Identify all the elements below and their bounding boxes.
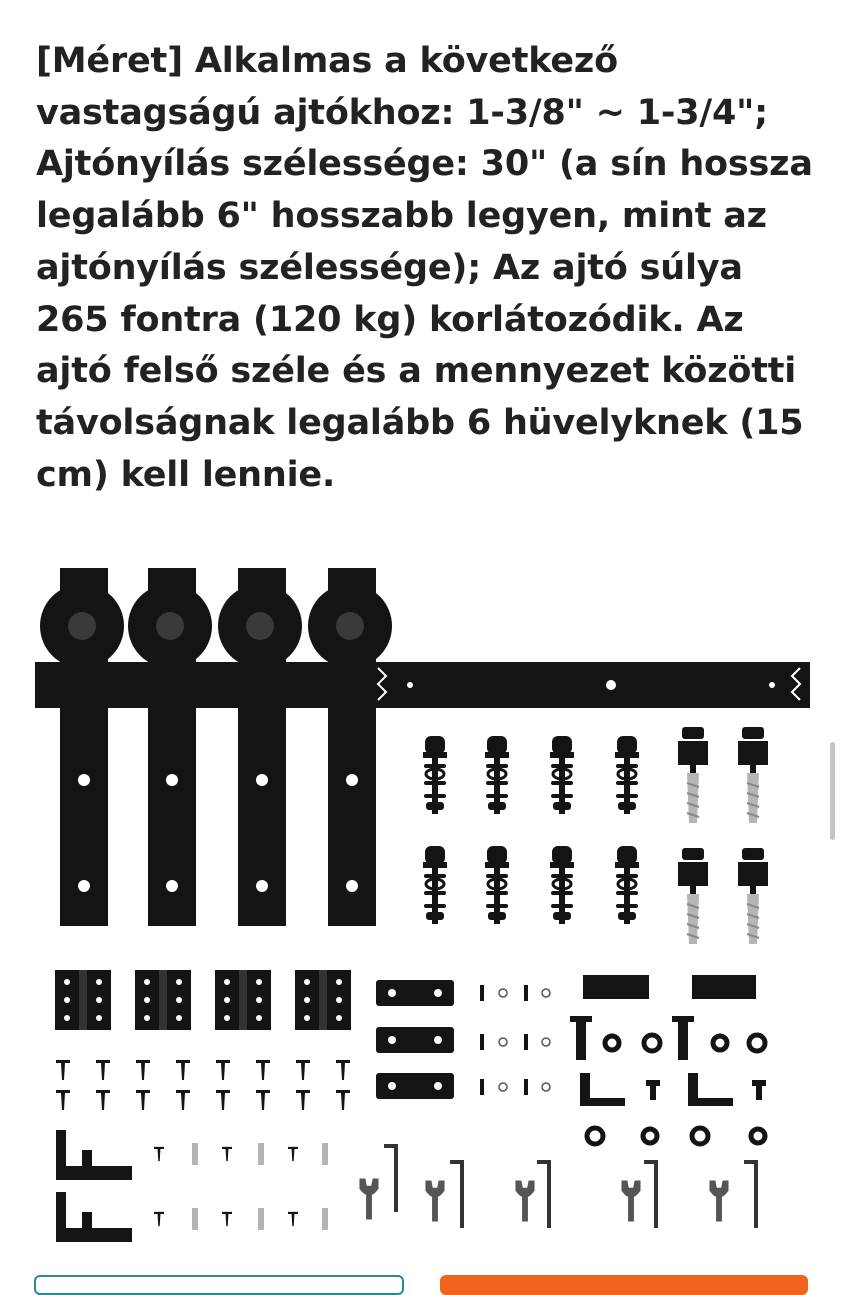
scrollbar-thumb[interactable]	[830, 742, 835, 840]
product-description: [Méret] Alkalmas a következő vastagságú ajtókhoz: 1-3/8" ~ 1-3/4"; Ajtónyílás szélessége: 30" (a sín hossza legalább 6" hosszabb legyen, mint az ajtónyílás szélessége); Az ajtó súlya 265 fontra (120 kg) korlátozódik. Az ajtó felső széle és a mennyezet közötti távolságnak legalább 6 hüvelyknek (15 cm) kell lennie.	[36, 41, 813, 495]
barn-door-hardware-kit-image	[0, 560, 843, 1250]
secondary-action-button[interactable]	[34, 1275, 404, 1295]
primary-action-button[interactable]	[440, 1275, 808, 1295]
